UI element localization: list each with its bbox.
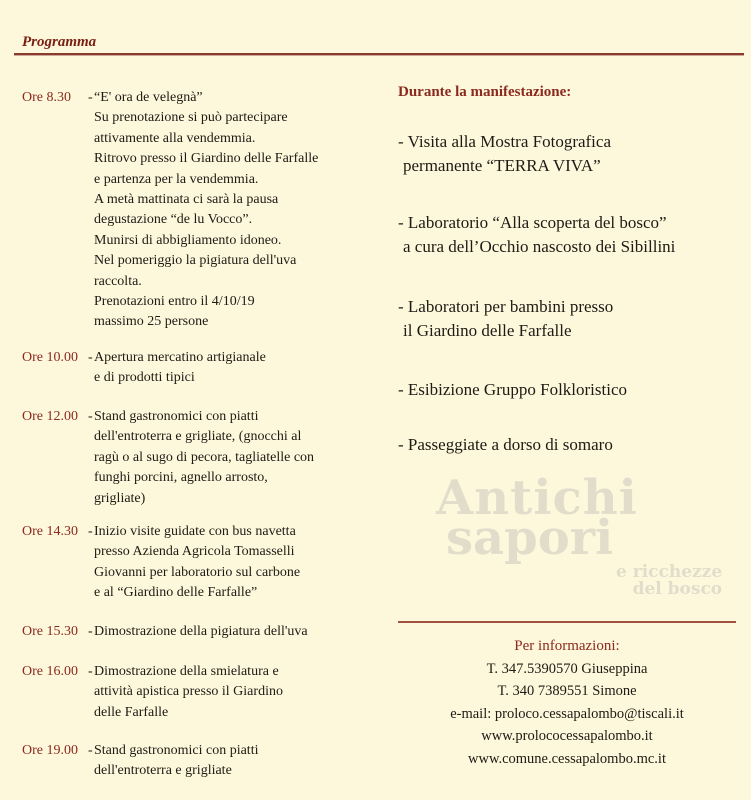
entry-body <box>94 88 318 333</box>
entry-line: dell'entroterra e grigliate <box>94 763 232 779</box>
info-phone-2: T. 340 7389551 Simone <box>497 683 637 699</box>
info-website-2: www.comune.cessapalombo.mc.it <box>468 750 666 767</box>
entry-dash: - <box>88 524 93 539</box>
entry-line: Nel pomeriggio la pigiatura dell'uva <box>94 253 297 269</box>
info-block <box>398 635 736 770</box>
info-phone-1: T. 347.5390570 Giuseppina <box>486 660 648 677</box>
during-item-line: - Visita alla Mostra Fotografica <box>398 132 611 151</box>
entry-line: Inizio visite guidate con bus navetta <box>94 524 296 539</box>
entry-body <box>94 522 300 604</box>
entry-time: Ore 14.30 <box>22 524 78 539</box>
info-divider <box>398 621 736 623</box>
info-website-1: www.prolococessapalombo.it <box>481 728 653 744</box>
entry-line: raccolta. <box>94 273 142 289</box>
section-title: Programma <box>22 34 97 50</box>
entry-time: Ore 10.00 <box>22 350 78 365</box>
during-item <box>398 211 675 259</box>
entry-line: Munirsi di abbigliamento idoneo. <box>94 232 282 248</box>
program-entry <box>22 348 266 389</box>
entry-line: Prenotazioni entro il 4/10/19 <box>94 294 255 310</box>
entry-dash: - <box>88 743 93 758</box>
entry-dash: - <box>88 624 93 639</box>
entry-line: presso Azienda Agricola Tomasselli <box>94 544 295 560</box>
during-item-line: - Passeggiate a dorso di somaro <box>398 435 613 454</box>
program-entry <box>22 407 314 509</box>
entry-dash: - <box>88 90 93 105</box>
entry-dash: - <box>88 409 93 424</box>
during-item <box>398 378 627 402</box>
watermark-logo: Antichi sapori e ricchezze del bosco <box>436 470 723 599</box>
entry-line: Stand gastronomici con piatti <box>94 743 259 758</box>
during-item-line: permanente “TERRA VIVA” <box>403 156 601 175</box>
entry-time: Ore 16.00 <box>22 664 78 679</box>
entry-line: Giovanni per laboratorio sul carbone <box>94 564 301 580</box>
program-entry <box>22 622 308 642</box>
entry-line: massimo 25 persone <box>94 314 209 330</box>
program-entry <box>22 522 300 604</box>
entry-body <box>94 407 314 509</box>
entry-line: degustazione “de lu Vocco”. <box>94 212 253 228</box>
entry-line: Su prenotazione si può partecipare <box>94 110 288 126</box>
entry-body <box>94 348 266 389</box>
during-item-line: a cura dell’Occhio nascosto dei Sibillini <box>403 237 676 256</box>
during-item-line: - Laboratorio “Alla scoperta del bosco” <box>398 213 667 232</box>
during-item-line: - Laboratori per bambini presso <box>398 297 614 316</box>
during-item-line: il Giardino delle Farfalle <box>403 321 572 340</box>
entry-time: Ore 8.30 <box>22 90 71 105</box>
entry-line: delle Farfalle <box>94 704 169 720</box>
entry-time: Ore 12.00 <box>22 409 78 424</box>
entry-line: “E' ora de velegnà” <box>94 90 203 105</box>
info-email: e-mail: proloco.cessapalombo@tiscali.it <box>450 705 684 722</box>
entry-time: Ore 19.00 <box>22 743 78 758</box>
entry-dash: - <box>88 350 93 365</box>
program-entry <box>22 741 258 782</box>
entry-line: e partenza per la vendemmia. <box>94 171 259 187</box>
entry-line: grigliate) <box>94 490 146 506</box>
entry-line: ragù o al sugo di pecora, tagliatelle con <box>94 449 315 465</box>
entry-line: Ritrovo presso il Giardino delle Farfalle <box>94 151 319 167</box>
entry-body <box>94 741 258 782</box>
entry-time: Ore 15.30 <box>22 624 78 639</box>
entry-body <box>94 622 308 642</box>
program-entry <box>22 88 318 333</box>
entry-line: Apertura mercatino artigianale <box>94 350 266 365</box>
entry-dash: - <box>88 664 93 679</box>
entry-line: dell'entroterra e grigliate, (gnocchi al <box>94 429 302 445</box>
entry-line: funghi porcini, agnello arrosto, <box>94 470 268 486</box>
entry-body <box>94 662 283 723</box>
entry-line: e di prodotti tipici <box>94 370 195 386</box>
entry-line: A metà mattinata ci sarà la pausa <box>94 192 279 208</box>
entry-line: attività apistica presso il Giardino <box>94 684 283 700</box>
entry-line: attivamente alla vendemmia. <box>94 130 256 146</box>
info-heading: Per informazioni: <box>514 638 620 654</box>
during-heading: Durante la manifestazione: <box>398 84 572 100</box>
title-divider <box>14 53 744 56</box>
during-item <box>398 130 611 178</box>
during-item <box>398 433 613 457</box>
entry-line: Stand gastronomici con piatti <box>94 409 259 424</box>
entry-line: Dimostrazione della smielatura e <box>94 664 279 679</box>
entry-line: Dimostrazione della pigiatura dell'uva <box>94 624 308 639</box>
during-item <box>398 295 613 343</box>
entry-line: e al “Giardino delle Farfalle” <box>94 585 258 601</box>
during-item-line: - Esibizione Gruppo Folkloristico <box>398 380 628 399</box>
program-entry <box>22 662 283 723</box>
